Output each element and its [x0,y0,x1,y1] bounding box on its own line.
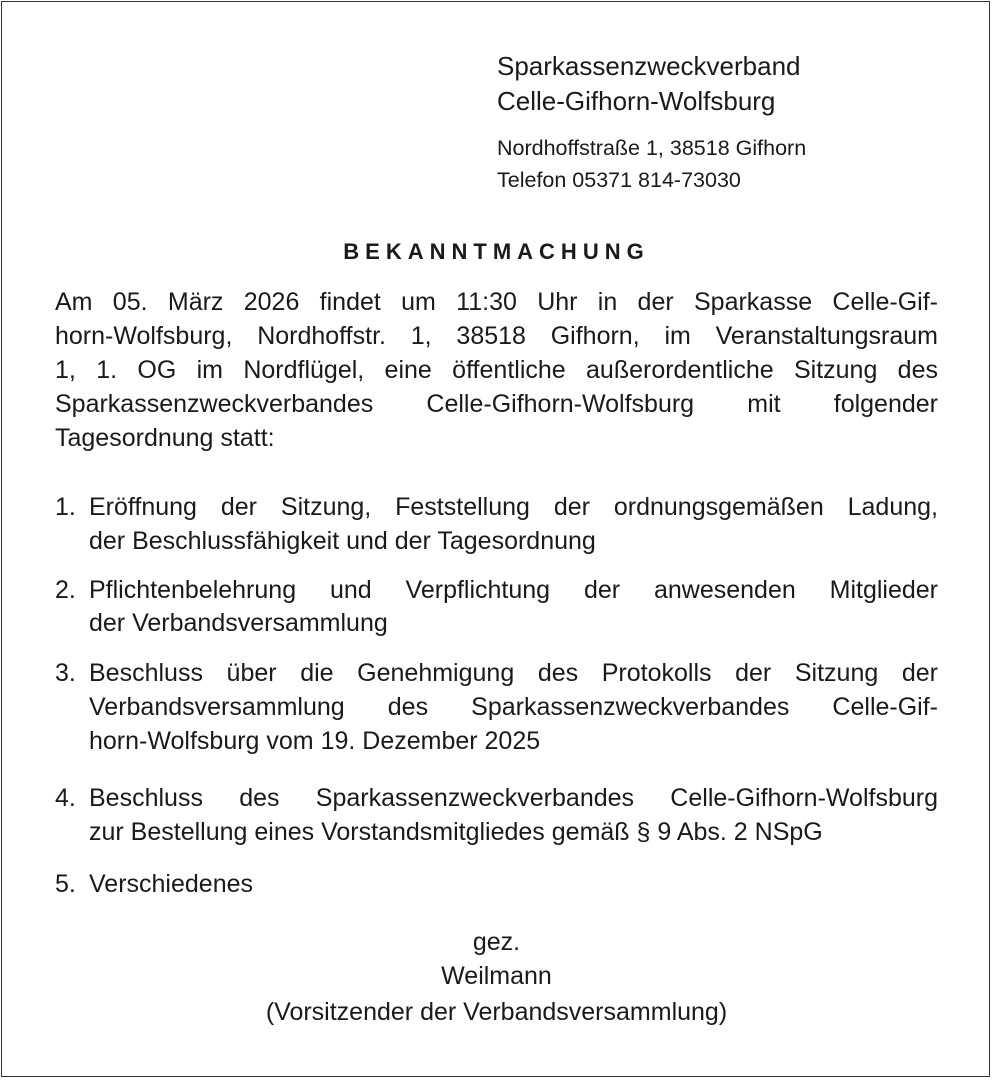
intro-line: Tagesordnung statt: [55,424,275,452]
intro-line: 1, 1. OG im Nordflügel, eine öffentliche außerordentliche Sitzung des [55,356,938,384]
intro-line: Am 05. März 2026 findet um 11:30 Uhr in der Sparkasse Celle-Gif- [55,288,938,316]
sender-address: Nordhoffstraße 1, 38518 Gifhorn [497,136,807,160]
agenda-item-number: 3. [55,659,76,687]
agenda-item-line: Pflichtenbelehrung und Verpflichtung der anwesenden Mitglieder [89,576,938,604]
sender-name-line2: Celle-Gifhorn-Wolfsburg [497,86,776,116]
agenda-item-number: 1. [55,493,76,521]
signature-name: Weilmann [441,962,552,990]
signature-role: (Vorsitzender der Verbandsversammlung) [265,998,728,1026]
intro-line: Sparkassenzweckverbandes Celle-Gifhorn-Wolfsburg mit folgender [55,390,938,418]
agenda-item-line: horn-Wolfsburg vom 19. Dezember 2025 [89,727,541,755]
signature-prefix: gez. [472,928,521,956]
notice-title: BEKANNTMACHUNG [343,239,650,264]
agenda-item-number: 5. [55,870,76,898]
agenda-item-line: Beschluss des Sparkassenzweckverbandes Celle-Gifhorn-Wolfsburg [89,784,938,812]
agenda-item-line: Beschluss über die Genehmigung des Protokolls der Sitzung der [89,659,938,687]
agenda-item-line: Verbandsversammlung des Sparkassenzweckverbandes Celle-Gif- [89,693,938,721]
agenda-item-line: zur Bestellung eines Vorstandsmitgliedes gemäß § 9 Abs. 2 NSpG [89,818,823,846]
sender-name-line1: Sparkassenzweckverband [497,51,801,81]
agenda-item-number: 4. [55,784,76,812]
agenda-item-number: 2. [55,576,76,604]
agenda-item-line: Eröffnung der Sitzung, Feststellung der ordnungsgemäßen Ladung, [89,493,938,521]
intro-line: horn-Wolfsburg, Nordhoffstr. 1, 38518 Gifhorn, im Veranstaltungsraum [55,322,938,350]
sender-phone: Telefon 05371 814-73030 [497,168,741,192]
agenda-item-line: der Verbandsversammlung [89,609,388,637]
agenda-item-line: der Beschlussfähigkeit und der Tagesordnung [89,527,596,555]
agenda-item-line: Verschiedenes [89,870,254,898]
